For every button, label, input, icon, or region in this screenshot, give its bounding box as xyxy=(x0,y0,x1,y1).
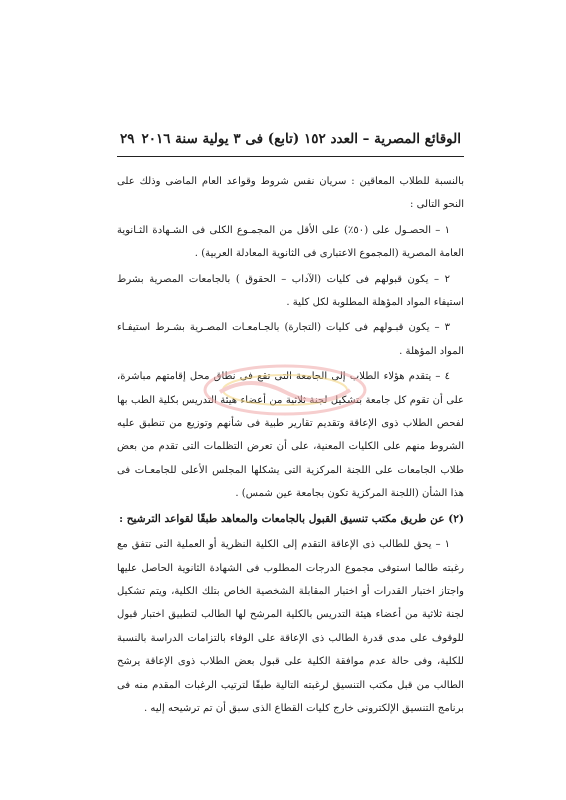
paragraph-item-4: ٤ – يتقدم هؤلاء الطلاب إلى الجامعة التى تقع فى نطاق محل إقامتهم مباشرة، على أن تقوم كل جامعة بتشكيل لجنة ثلاثية من أعضاء هيئة التدريس بكلية الطب بها لفحص الطلاب ذوى الإعاقة وتقديم تقارير طبية فى شأنهم وتوزيع من تنطبق عليه الشروط منهم على الكليات المعنية، على أن تعرض التظلمات التى تقدم من بعض طلاب الجامعات على اللجنة المركزية التى يشكلها المجلس الأعلى للجامعـات فى هذا الشأن (اللجنة المركزية تكون بجامعة عين شمس) . xyxy=(117,371,464,500)
paragraph-item-1: ١ – الحصـول على (٥٠٪) على الأقل من المجمـوع الكلى فى الشـهادة الثـانوية العامة المصرية (المجموع الاعتبارى فى الثانوية المعادلة العربية) . xyxy=(117,224,464,260)
paragraph-intro: بالنسبة للطلاب المعاقين : سريان نفس شروط وقواعد العام الماضى وذلك على النحو التالى : xyxy=(117,176,464,211)
document-body xyxy=(117,170,464,722)
page-number: ٢٩ xyxy=(120,131,135,147)
header-rule xyxy=(117,156,464,157)
section-subheading: (٢) عن طريق مكتب تنسيق القبول بالجامعات والمعاهد طبقًا لقواعد الترشيح : xyxy=(119,512,464,525)
paragraph-item-2: ٢ – يكون قبولهم فى كليات (الآداب – الحقوق ) بالجامعات المصرية بشرط استيفاء المواد المؤهلة المطلوبة لكل كلية . xyxy=(117,273,464,309)
paragraph-item-3: ٣ – يكون قبـولهم فى كليات (التجارة) بالجـامعـات المصـرية بشـرط استيفـاء المواد المؤهلة . xyxy=(117,322,464,357)
header-title: الوقائع المصرية – العدد ١٥٢ (تابع) فى ٣ يولية سنة ٢٠١٦ xyxy=(141,131,461,147)
page-header xyxy=(120,128,461,150)
paragraph-section-item-1: ١ – يحق للطالب ذى الإعاقة التقدم إلى الكلية النظرية أو العملية التى تتفق مع رغبته طالما استوفى مجموع الدرجات المطلوب فى الشهادة الثانوية الحاصل عليها واجتاز اختبار القدرات أو اختبار المقابلة الشخصية الخاص بتلك الكلية، ويتم تشكيل لجنة ثلاثية من أعضاء هيئة التدريس بالكلية المرشح لها الطالب لتطبيق اختبار قبول للوقوف على مدى قدرة الطالب ذى الإعاقة على الوفاء بالتزامات الدراسة بالنسبة للكلية، وفى حالة عدم موافقة الكلية على قبول بعض الطلاب ذوى الإعاقة يرشح الطالب من قبل مكتب التنسيق لرغبته التالية طبقًا لترتيب الرغبات المقدم منه فى برنامج التنسيق الإلكترونى خارج كليات القطاع الذى سبق أن تم ترشيحه إليه . xyxy=(117,539,464,714)
